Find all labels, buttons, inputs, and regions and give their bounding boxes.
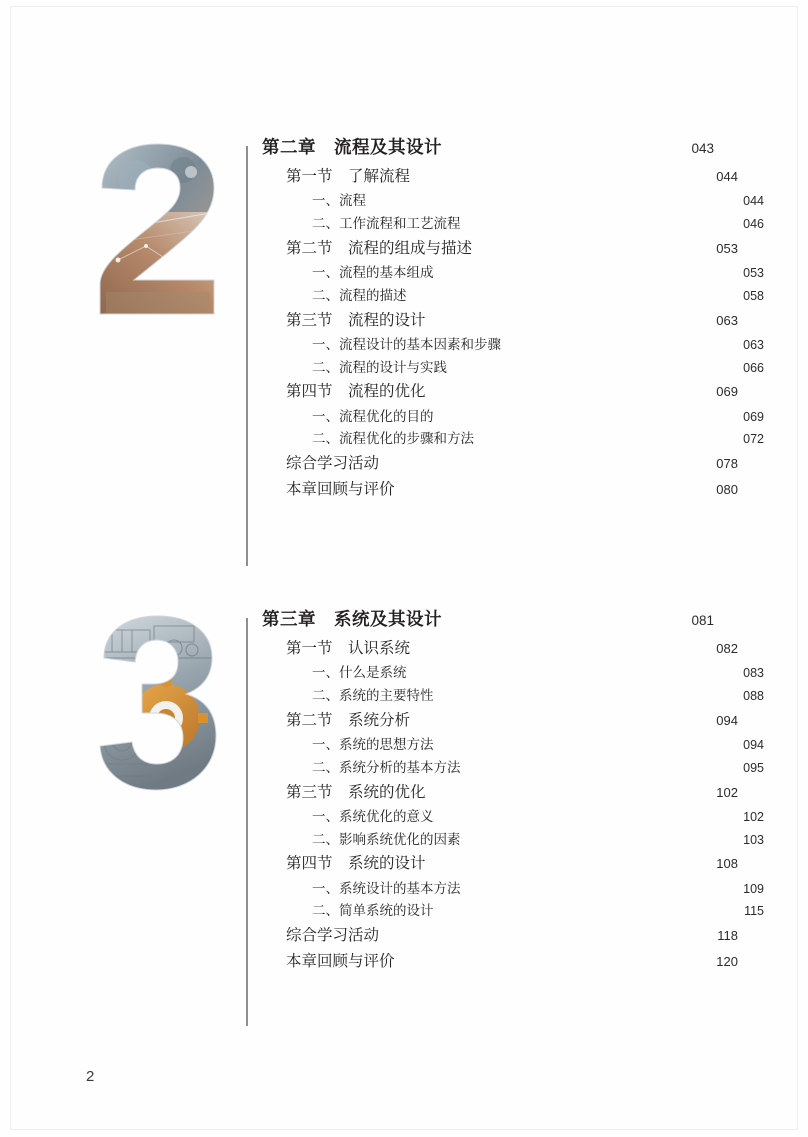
toc-entry-label: 二、工作流程和工艺流程: [312, 216, 461, 232]
toc-entry-label: 一、流程的基本组成: [312, 265, 434, 281]
toc-leader-dots: [434, 321, 710, 322]
toc-entry-label: 第一节 认识系统: [286, 640, 411, 658]
toc-entry-section[interactable]: [262, 712, 738, 729]
toc-leader-dots: [418, 649, 709, 650]
toc-entry-sub[interactable]: [262, 666, 764, 681]
toc-entry-label: 二、简单系统的设计: [312, 903, 434, 919]
toc-list-chapter-2: [262, 137, 764, 502]
toc-entry-page-number: 053: [743, 266, 764, 281]
toc-leader-dots: [442, 273, 737, 274]
toc-entry-label: 第三章 系统及其设计: [262, 609, 442, 629]
toc-entry-label: 第三节 系统的优化: [286, 783, 426, 801]
toc-entry-label: 第三节 流程的设计: [286, 311, 426, 329]
toc-entry-page-number: 043: [691, 141, 714, 156]
toc-entry-label: 二、流程的描述: [312, 287, 407, 303]
toc-leader-dots: [415, 296, 737, 297]
toc-leader-dots: [415, 673, 737, 674]
toc-entry-label: 第四节 流程的优化: [286, 383, 426, 401]
toc-entry-page-number: 082: [716, 641, 738, 657]
toc-leader-dots: [442, 696, 737, 697]
toc-entry-page-number: 080: [716, 482, 738, 498]
toc-entry-sub[interactable]: [262, 833, 764, 848]
toc-leader-dots: [442, 911, 738, 912]
toc-leader-dots: [434, 392, 710, 393]
chapter-numeral-2-graphic: [88, 142, 228, 322]
toc-entry-label: 一、系统的思想方法: [312, 737, 434, 753]
toc-entry-review[interactable]: [262, 953, 738, 970]
toc-entry-page-number: 072: [743, 432, 764, 447]
toc-entry-page-number: 094: [716, 712, 738, 728]
toc-leader-dots: [418, 721, 709, 722]
toc-leader-dots: [442, 417, 737, 418]
toc-entry-sub[interactable]: [262, 194, 764, 209]
toc-entry-label: 综合学习活动: [286, 927, 380, 945]
toc-entry-label: 第二章 流程及其设计: [262, 137, 442, 157]
toc-entry-section[interactable]: [262, 383, 738, 400]
toc-leader-dots: [455, 368, 736, 369]
toc-entry-page-number: 088: [743, 689, 764, 704]
toc-entry-sub[interactable]: [262, 289, 764, 304]
toc-leader-dots: [434, 793, 710, 794]
toc-entry-label: 第二节 流程的组成与描述: [286, 239, 473, 257]
toc-entry-label: 二、流程优化的步骤和方法: [312, 431, 474, 447]
toc-leader-dots: [387, 936, 710, 937]
toc-leader-dots: [450, 621, 684, 622]
toc-entry-page-number: 103: [743, 832, 764, 847]
toc-entry-section[interactable]: [262, 168, 738, 185]
toc-entry-sub[interactable]: [262, 738, 764, 753]
toc-entry-chapter[interactable]: [262, 610, 714, 629]
toc-list-chapter-3: [262, 609, 764, 974]
toc-entry-sub[interactable]: [262, 338, 764, 353]
toc-entry-page-number: 095: [743, 760, 764, 775]
chapter-numeral-3-graphic: [88, 614, 228, 794]
toc-entry-label: 本章回顾与评价: [286, 953, 395, 971]
toc-leader-dots: [403, 962, 710, 963]
toc-entry-sub[interactable]: [262, 761, 764, 776]
toc-leader-dots: [469, 768, 737, 769]
toc-entry-activity[interactable]: [262, 455, 738, 472]
toc-entry-page-number: 063: [743, 337, 764, 352]
toc-entry-sub[interactable]: [262, 410, 764, 425]
toc-entry-label: 一、系统优化的意义: [312, 808, 434, 824]
toc-entry-label: 二、影响系统优化的因素: [312, 831, 461, 847]
toc-entry-label: 一、系统设计的基本方法: [312, 880, 461, 896]
toc-entry-page-number: 081: [691, 613, 714, 628]
toc-entry-page-number: 044: [716, 169, 738, 185]
chapter-3-rule: [246, 618, 248, 1026]
toc-leader-dots: [480, 249, 709, 250]
toc-leader-dots: [482, 439, 736, 440]
toc-entry-label: 一、什么是系统: [312, 665, 407, 681]
toc-entry-page-number: 118: [717, 928, 738, 944]
toc-entry-sub[interactable]: [262, 217, 764, 232]
page-number: 2: [86, 1068, 95, 1085]
toc-entry-page-number: 102: [716, 784, 738, 800]
toc-entry-section[interactable]: [262, 240, 738, 257]
toc-entry-activity[interactable]: [262, 927, 738, 944]
toc-entry-page-number: 083: [743, 666, 764, 681]
toc-entry-sub[interactable]: [262, 432, 764, 447]
toc-entry-review[interactable]: [262, 481, 738, 498]
toc-entry-page-number: 108: [716, 856, 738, 872]
toc-leader-dots: [442, 817, 737, 818]
toc-entry-page-number: 109: [743, 881, 764, 896]
toc-entry-label: 第四节 系统的设计: [286, 855, 426, 873]
toc-leader-dots: [434, 864, 710, 865]
toc-leader-dots: [442, 745, 737, 746]
toc-entry-page-number: 094: [743, 738, 764, 753]
toc-entry-sub[interactable]: [262, 904, 764, 919]
toc-entry-label: 本章回顾与评价: [286, 481, 395, 499]
toc-leader-dots: [469, 224, 737, 225]
toc-entry-page-number: 078: [716, 456, 738, 472]
toc-entry-label: 一、流程: [312, 193, 366, 209]
toc-entry-label: 二、系统分析的基本方法: [312, 759, 461, 775]
toc-entry-page-number: 069: [743, 409, 764, 424]
chapter-2-rule: [246, 146, 248, 566]
toc-entry-sub[interactable]: [262, 689, 764, 704]
toc-entry-page-number: 069: [716, 384, 738, 400]
toc-entry-page-number: 053: [716, 240, 738, 256]
toc-entry-page-number: 102: [743, 809, 764, 824]
toc-leader-dots: [403, 490, 710, 491]
toc-entry-label: 综合学习活动: [286, 455, 380, 473]
toc-entry-section[interactable]: [262, 855, 738, 872]
toc-entry-section[interactable]: [262, 784, 738, 801]
toc-entry-sub[interactable]: [262, 266, 764, 281]
toc-entry-page-number: 115: [744, 904, 764, 919]
toc-entry-page-number: 058: [743, 288, 764, 303]
toc-entry-label: 一、流程设计的基本因素和步骤: [312, 336, 501, 352]
toc-entry-label: 第一节 了解流程: [286, 168, 411, 186]
toc-entry-page-number: 046: [743, 217, 764, 232]
toc-leader-dots: [509, 345, 736, 346]
toc-entry-sub[interactable]: [262, 361, 764, 376]
toc-entry-label: 一、流程优化的目的: [312, 408, 434, 424]
toc-entry-section[interactable]: [262, 312, 738, 329]
toc-entry-label: 第二节 系统分析: [286, 711, 411, 729]
toc-entry-sub[interactable]: [262, 882, 764, 897]
toc-entry-page-number: 066: [743, 360, 764, 375]
toc-leader-dots: [387, 464, 709, 465]
toc-entry-page-number: 120: [716, 954, 738, 970]
toc-entry-page-number: 044: [743, 194, 764, 209]
toc-entry-label: 二、流程的设计与实践: [312, 359, 447, 375]
toc-leader-dots: [374, 201, 736, 202]
toc-leader-dots: [469, 889, 737, 890]
toc-leader-dots: [418, 177, 709, 178]
toc-entry-chapter[interactable]: [262, 138, 714, 157]
toc-leader-dots: [450, 149, 684, 150]
toc-leader-dots: [469, 840, 737, 841]
toc-entry-sub[interactable]: [262, 810, 764, 825]
toc-entry-page-number: 063: [716, 312, 738, 328]
toc-entry-label: 二、系统的主要特性: [312, 688, 434, 704]
toc-entry-section[interactable]: [262, 640, 738, 657]
